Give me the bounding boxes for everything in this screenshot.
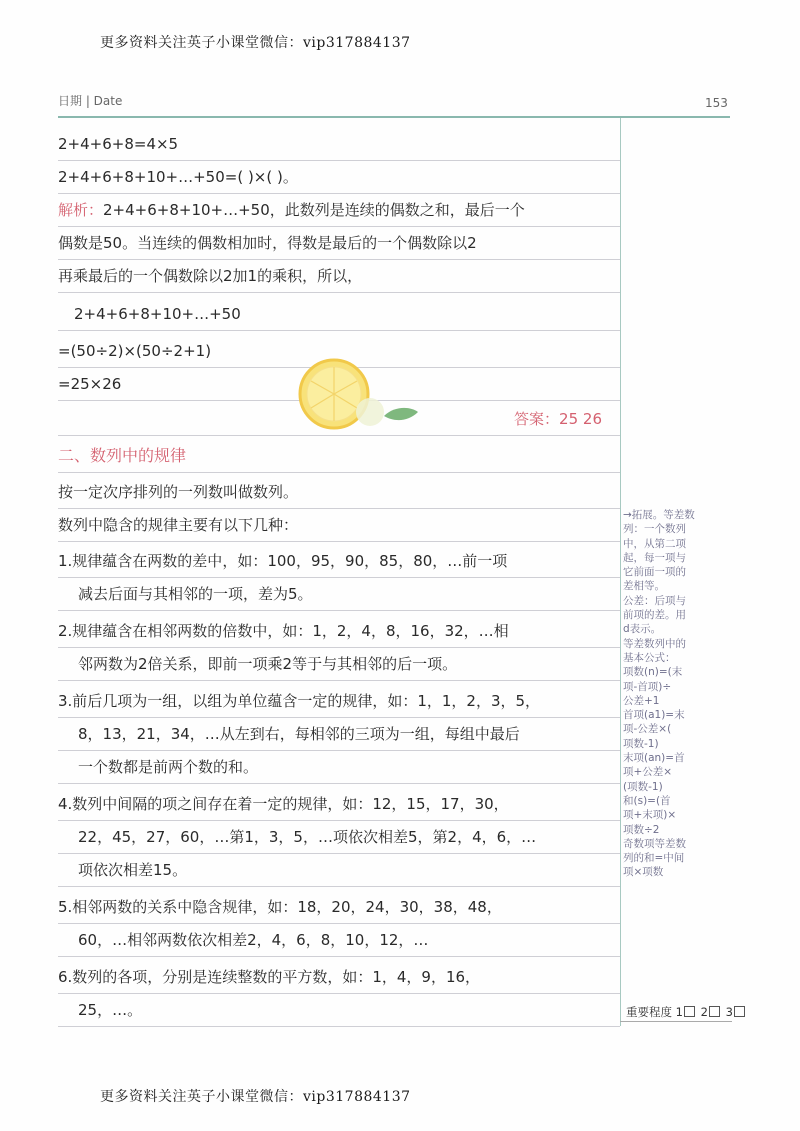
side-note-line: 项-公差×( [623,723,672,736]
leaf [384,408,418,420]
text-line: =25×26 [58,368,620,401]
text-line: 3.前后几项为一组，以组为单位蕴含一定的规律，如：1，1，2，3，5， [58,685,620,718]
side-note-line: 项数÷2 [623,823,660,836]
side-note-line: 列：一个数列 [623,523,686,536]
importance-level-3: 3 [725,1005,733,1019]
text-line: 减去后面与其相邻的一项，差为5。 [58,578,620,611]
side-note-line: 公差：后项与 [623,594,686,607]
lemon-illustration [296,356,422,434]
text-line: 2+4+6+8=4×5 [58,128,620,161]
text-line: 1.规律蕴含在两数的差中，如：100，95，90，85，80，…前一项 [58,545,620,578]
side-note [623,508,733,880]
answer-line: 答案：25 26 [58,403,620,436]
side-note-line: 基本公式： [623,651,676,664]
date-label: 日期 | Date [58,94,123,108]
text-line: 22，45，27，60，…第1，3，5，…项依次相差5，第2，4，6，… [58,821,620,854]
side-note-line: 差相等。 [623,580,665,593]
importance-label: 重要程度 [626,1005,672,1019]
text-line: 再乘最后的一个偶数除以2加1的乘积，所以， [58,260,620,293]
side-note-line: 前项的差。用 [623,609,686,622]
side-note-line: 项数-1) [623,737,659,750]
text-line: 60，…相邻两数依次相差2，4，6，8，10，12，… [58,924,620,957]
side-note-line: (项数-1) [623,780,663,793]
watermark-top: 更多资料关注英子小课堂微信：vip317884137 [100,35,411,51]
side-note-line: 项+公差× [623,766,673,779]
text-line: 2+4+6+8+10+…+50 [58,298,620,331]
analysis-label: 解析： [58,201,104,219]
side-note-line: 中，从第二项 [623,537,686,550]
side-note-line: 等差数列中的 [623,637,686,650]
importance-level-1: 1 [675,1005,683,1019]
text-line [58,194,620,227]
analysis-text: 2+4+6+8+10+…+50，此数列是连续的偶数之和，最后一个 [103,201,525,219]
importance-checkbox-1 [684,1006,695,1017]
side-note-line: 奇数项等差数 [623,837,686,850]
text-line: 2.规律蕴含在相邻两数的倍数中，如：1，2，4，8，16，32，…相 [58,615,620,648]
side-note-line: 它前面一项的 [623,566,686,579]
lemon-half [356,398,384,426]
side-note-line: 末项(an)=首 [623,752,685,765]
side-note-line: 项×项数 [623,866,664,879]
watermark-bottom: 更多资料关注英子小课堂微信：vip317884137 [100,1089,411,1105]
text-line: 25，…。 [58,994,620,1027]
side-note-line: 首项(a1)=末 [623,709,685,722]
text-line: 6.数列的各项，分别是连续整数的平方数，如：1，4，9，16， [58,961,620,994]
side-note-line: 列的和=中间 [623,852,685,865]
side-note-line: 起，每一项与 [623,551,686,564]
text-line: 8，13，21，34，…从左到右，每相邻的三项为一组，每组中最后 [58,718,620,751]
side-note-line: 和(s)=(首 [623,794,671,807]
importance-checkbox-3 [734,1006,745,1017]
text-line: 按一定次序排列的一列数叫做数列。 [58,476,620,509]
text-line: 邻两数为2倍关系，即前一项乘2等于与其相邻的后一项。 [58,648,620,681]
section-heading: 二、数列中的规律 [58,440,620,473]
page-number: 153 [705,96,728,110]
side-note-line: 项+末项)× [623,809,677,822]
text-line: =(50÷2)×(50÷2+1) [58,335,620,368]
side-note-line: 项-首项)÷ [623,680,672,693]
header-rule [58,116,730,118]
text-line: 一个数都是前两个数的和。 [58,751,620,784]
text-line: 5.相邻两数的关系中隐含规律，如：18，20，24，30，38，48， [58,891,620,924]
side-note-line: d表示。 [623,623,662,636]
text-line: 偶数是50。当连续的偶数相加时，得数是最后的一个偶数除以2 [58,227,620,260]
text-line: 4.数列中间隔的项之间存在着一定的规律，如：12，15，17，30， [58,788,620,821]
text-line: 2+4+6+8+10+…+50=( )×( )。 [58,161,620,194]
importance-rule [620,1021,732,1022]
importance-rating [626,1004,747,1020]
text-line: 项依次相差15。 [58,854,620,887]
side-note-line: 项数(n)=(末 [623,666,683,679]
side-note-line: 公差+1 [623,694,660,707]
text-line: 数列中隐含的规律主要有以下几种： [58,509,620,542]
side-note-line: →拓展。等差数 [623,509,695,521]
margin-divider [620,118,621,1026]
importance-checkbox-2 [709,1006,720,1017]
importance-level-2: 2 [700,1005,708,1019]
